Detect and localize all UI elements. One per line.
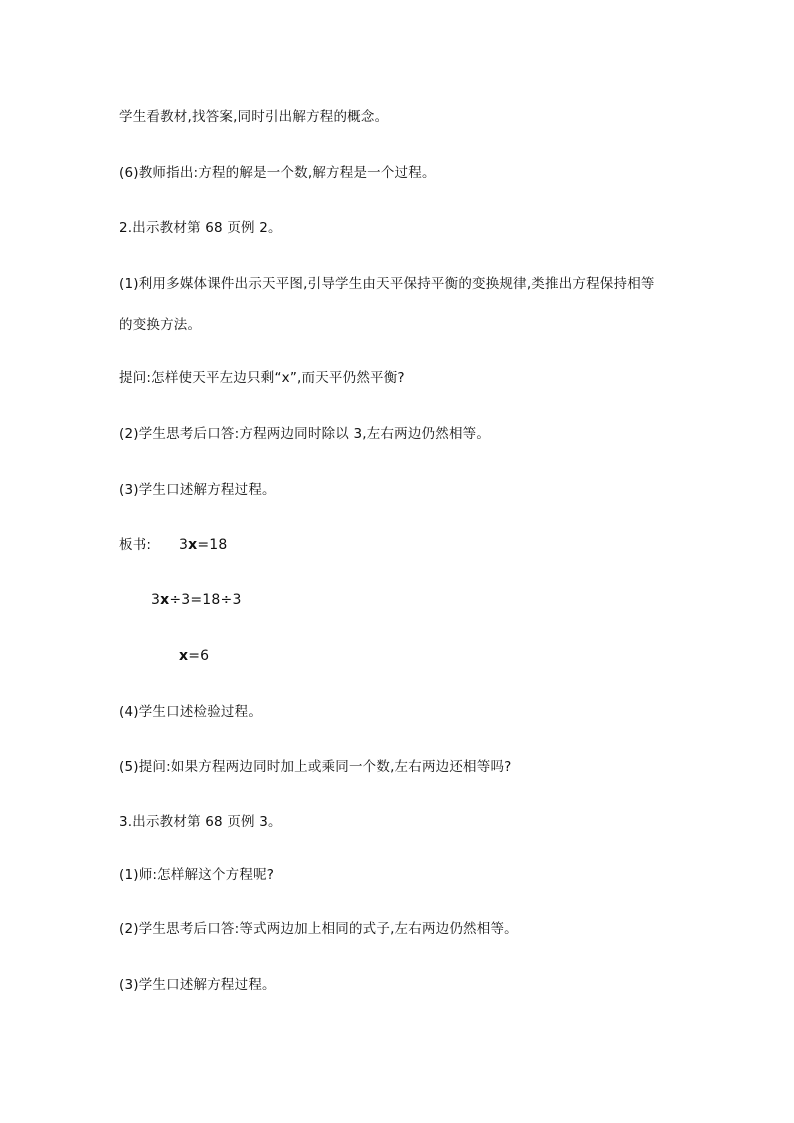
paragraph-line: 3.出示教材第 68 页例 3。 <box>119 814 282 830</box>
equation-text: =6 <box>188 648 210 664</box>
paragraph-line: (2)学生思考后口答:等式两边加上相同的式子,左右两边仍然相等。 <box>119 921 518 937</box>
equation-line-1 <box>179 536 228 554</box>
equation-variable: x <box>188 537 198 553</box>
board-label: 板书: <box>119 537 152 553</box>
paragraph-line: (3)学生口述解方程过程。 <box>119 977 276 993</box>
paragraph-line: (5)提问:如果方程两边同时加上或乘同一个数,左右两边还相等吗? <box>119 759 512 775</box>
paragraph-line: (4)学生口述检验过程。 <box>119 704 263 720</box>
paragraph-line: (2)学生思考后口答:方程两边同时除以 3,左右两边仍然相等。 <box>119 426 491 442</box>
paragraph-line: (3)学生口述解方程过程。 <box>119 482 276 498</box>
paragraph-line: 的变换方法。 <box>119 317 202 333</box>
paragraph-line: 提问:怎样使天平左边只剩“x”,而天平仍然平衡? <box>119 370 405 386</box>
equation-text: 3 <box>151 592 161 608</box>
equation-line-2 <box>151 591 242 609</box>
equation-text: ÷3=18÷3 <box>169 592 242 608</box>
paragraph-line: (1)利用多媒体课件出示天平图,引导学生由天平保持平衡的变换规律,类推出方程保持相等 <box>119 276 655 292</box>
paragraph-line: (1)师:怎样解这个方程呢? <box>119 867 275 883</box>
equation-variable: x <box>179 648 189 664</box>
equation-line-3 <box>179 647 209 665</box>
paragraph-line: 2.出示教材第 68 页例 2。 <box>119 220 282 236</box>
equation-text: 3 <box>179 537 189 553</box>
paragraph-line: 学生看教材,找答案,同时引出解方程的概念。 <box>119 109 389 125</box>
equation-text: =18 <box>197 537 228 553</box>
equation-variable: x <box>160 592 170 608</box>
paragraph-line: (6)教师指出:方程的解是一个数,解方程是一个过程。 <box>119 165 436 181</box>
